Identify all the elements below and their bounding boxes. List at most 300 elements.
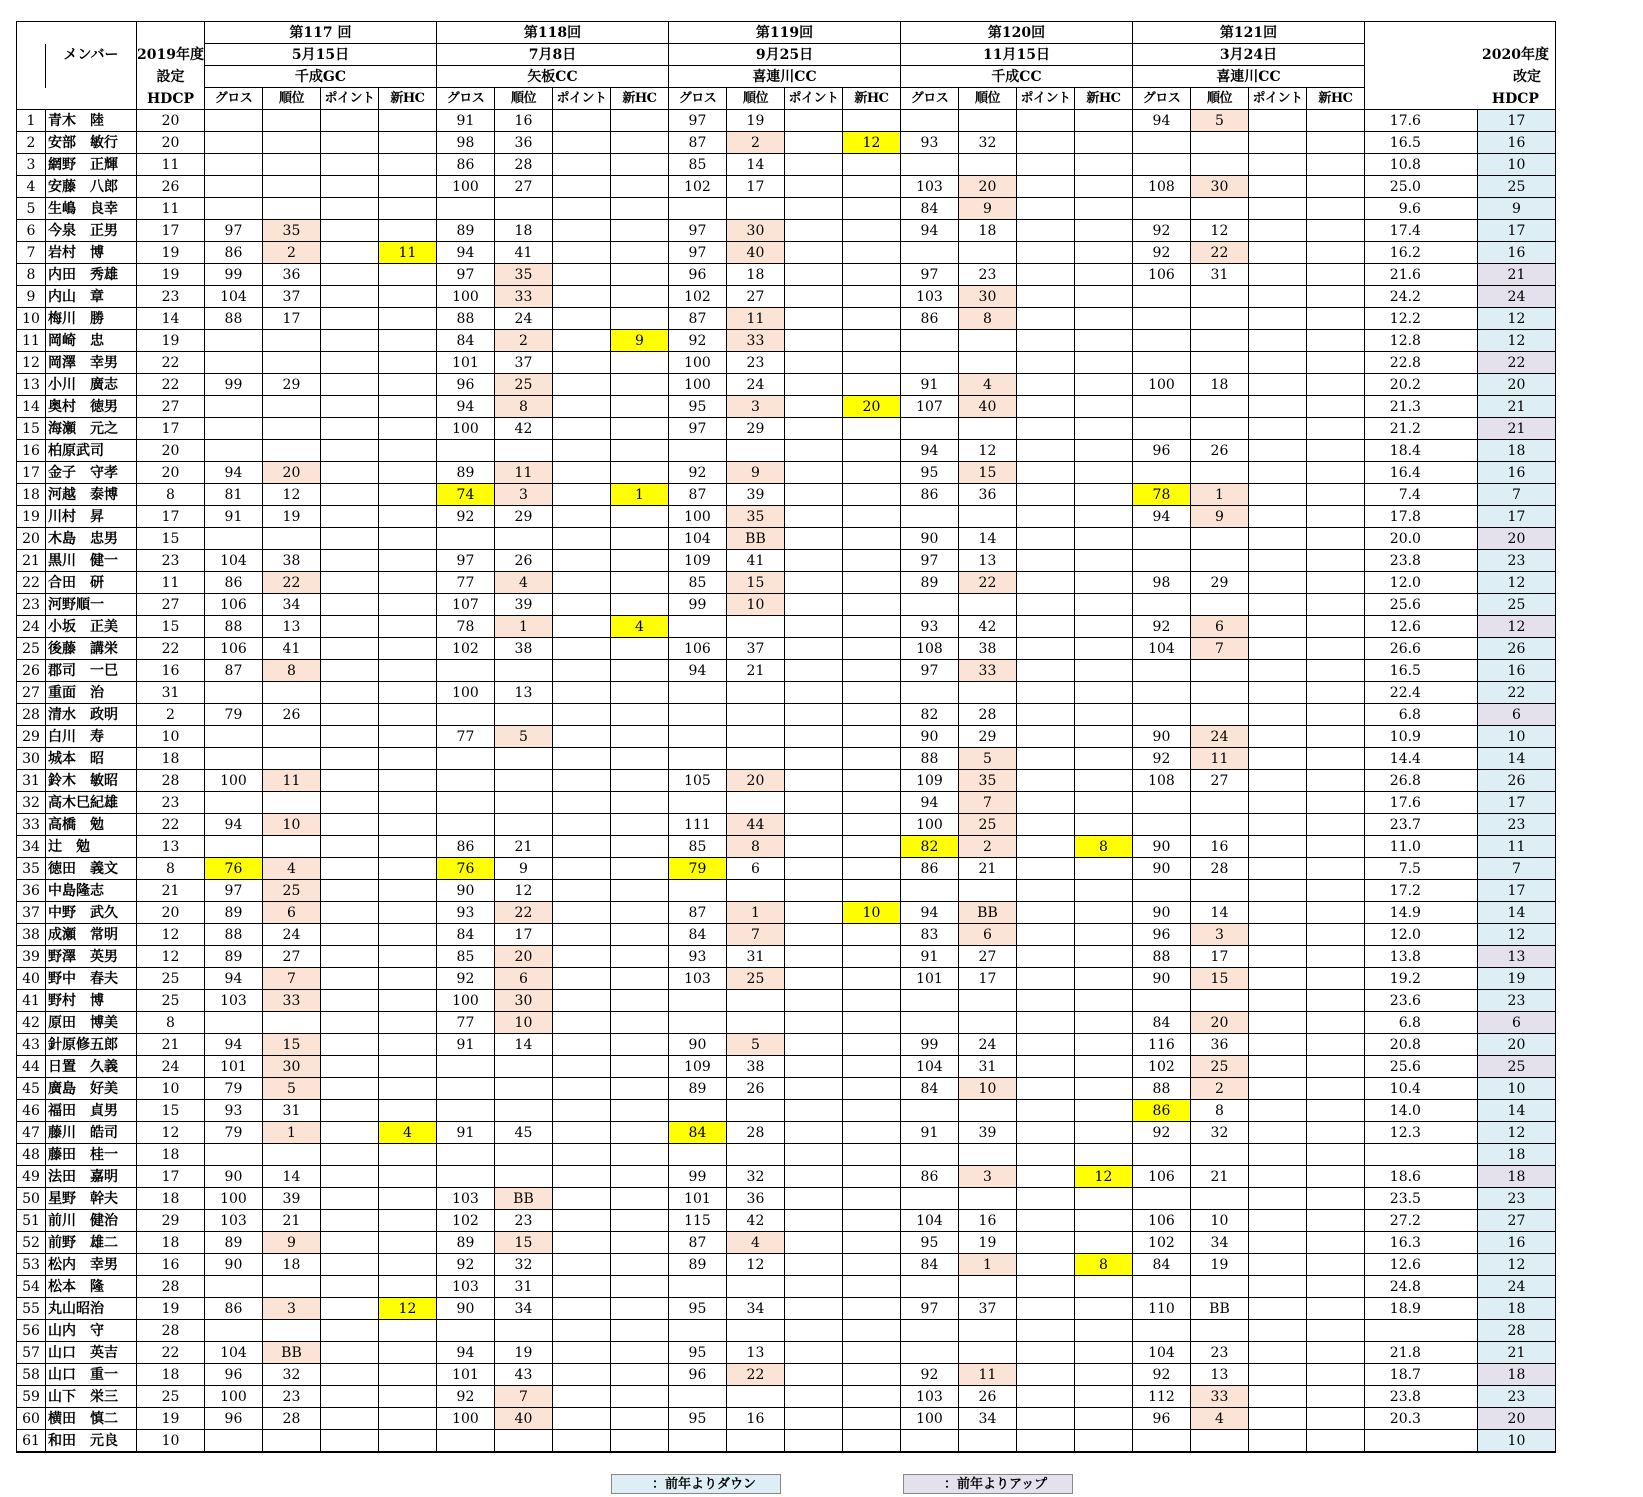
round-119-rank: 32 bbox=[726, 1166, 784, 1188]
round-117-gross: 100 bbox=[204, 1386, 262, 1408]
round-119-point bbox=[784, 1034, 842, 1056]
round-119-point bbox=[784, 616, 842, 638]
round-121-point bbox=[1248, 880, 1306, 902]
round-119-rank: 9 bbox=[726, 462, 784, 484]
round-119-gross bbox=[668, 792, 726, 814]
round-121-point bbox=[1248, 1408, 1306, 1430]
round-117-new-hc bbox=[378, 1188, 436, 1210]
round-120-gross bbox=[900, 1320, 958, 1342]
row-number: 60 bbox=[17, 1408, 46, 1430]
hdcp-2019: 25 bbox=[137, 1386, 205, 1408]
round-121-new-hc bbox=[1306, 352, 1364, 374]
round-118-point bbox=[552, 308, 610, 330]
round-121-rank: 33 bbox=[1190, 1386, 1248, 1408]
round-121-rank: 22 bbox=[1190, 242, 1248, 264]
round-117-gross bbox=[204, 330, 262, 352]
member-name: 河野順一 bbox=[46, 594, 137, 616]
round-118-new-hc: 1 bbox=[610, 484, 668, 506]
member-name: 黒川 健一 bbox=[46, 550, 137, 572]
round-120-point bbox=[1016, 880, 1074, 902]
round-120-rank: 9 bbox=[958, 198, 1016, 220]
round-118-point bbox=[552, 1320, 610, 1342]
round-118-point bbox=[552, 264, 610, 286]
round-120-rank: 5 bbox=[958, 748, 1016, 770]
hdcp-2020: 14 bbox=[1477, 902, 1555, 924]
table-row bbox=[17, 836, 1556, 858]
hdcp-2020: 16 bbox=[1477, 242, 1555, 264]
round-119-gross: 101 bbox=[668, 1188, 726, 1210]
round-118-new-hc bbox=[610, 858, 668, 880]
round-119-rank: 21 bbox=[726, 660, 784, 682]
round-119-rank bbox=[726, 748, 784, 770]
round-121-point bbox=[1248, 638, 1306, 660]
hdcp-2020: 22 bbox=[1477, 682, 1555, 704]
round-119-new-hc: 20 bbox=[842, 396, 900, 418]
round-119-point bbox=[784, 660, 842, 682]
round-119-point bbox=[784, 1078, 842, 1100]
round-121-point bbox=[1248, 902, 1306, 924]
round-119-new-hc bbox=[842, 484, 900, 506]
round-117-gross: 90 bbox=[204, 1254, 262, 1276]
round-117-point bbox=[320, 792, 378, 814]
round-117-rank: 20 bbox=[262, 462, 320, 484]
round-120-rank: 32 bbox=[958, 132, 1016, 154]
row-number: 21 bbox=[17, 550, 46, 572]
hdcp-2019: 8 bbox=[137, 858, 205, 880]
round-121-point bbox=[1248, 220, 1306, 242]
hdcp-2019: 18 bbox=[137, 1232, 205, 1254]
hdcp-2019: 17 bbox=[137, 418, 205, 440]
round-118-point bbox=[552, 1386, 610, 1408]
round-120-gross: 95 bbox=[900, 1232, 958, 1254]
round-117-rank: 26 bbox=[262, 704, 320, 726]
round-118-new-hc bbox=[610, 198, 668, 220]
member-name: 柏原武司 bbox=[46, 440, 137, 462]
member-name: 成瀬 常明 bbox=[46, 924, 137, 946]
round-117-gross bbox=[204, 176, 262, 198]
round-120-rank: 1 bbox=[958, 1254, 1016, 1276]
round-118-new-hc bbox=[610, 836, 668, 858]
round-119-rank: 2 bbox=[726, 132, 784, 154]
round-119-new-hc bbox=[842, 1254, 900, 1276]
round-119-new-hc bbox=[842, 946, 900, 968]
row-number: 17 bbox=[17, 462, 46, 484]
round-121-point bbox=[1248, 1232, 1306, 1254]
round-120-point bbox=[1016, 1386, 1074, 1408]
round-117-gross bbox=[204, 1144, 262, 1166]
round-121-point bbox=[1248, 418, 1306, 440]
round-119-gross: 93 bbox=[668, 946, 726, 968]
hdcp-2019: 17 bbox=[137, 506, 205, 528]
round-117-rank: 8 bbox=[262, 660, 320, 682]
round-119-gross bbox=[668, 880, 726, 902]
round-119-new-hc bbox=[842, 1210, 900, 1232]
round-119-point bbox=[784, 748, 842, 770]
round-121-gross: 106 bbox=[1132, 1166, 1190, 1188]
round-118-point bbox=[552, 220, 610, 242]
round-118-point bbox=[552, 1078, 610, 1100]
round-119-point bbox=[784, 1342, 842, 1364]
round-120-rank bbox=[958, 506, 1016, 528]
round-119-gross-header: グロス bbox=[668, 88, 726, 110]
round-118-rank: BB bbox=[494, 1188, 552, 1210]
round-120-point bbox=[1016, 1210, 1074, 1232]
round-121-new-hc bbox=[1306, 1386, 1364, 1408]
round-119-point bbox=[784, 440, 842, 462]
member-name: 福田 貞男 bbox=[46, 1100, 137, 1122]
round-120-point bbox=[1016, 748, 1074, 770]
member-name: 藤川 皓司 bbox=[46, 1122, 137, 1144]
round-120-rank bbox=[958, 1144, 1016, 1166]
round-121-rank: BB bbox=[1190, 1298, 1248, 1320]
round-119-gross: 100 bbox=[668, 352, 726, 374]
round-118-rank: 14 bbox=[494, 1034, 552, 1056]
round-121-point bbox=[1248, 660, 1306, 682]
round-121-gross bbox=[1132, 1430, 1190, 1453]
member-name: 岡崎 忠 bbox=[46, 330, 137, 352]
round-119-point bbox=[784, 528, 842, 550]
hdcp-2020: 14 bbox=[1477, 748, 1555, 770]
table-row bbox=[17, 418, 1556, 440]
round-117-new-hc bbox=[378, 308, 436, 330]
round-117-gross bbox=[204, 440, 262, 462]
round-121-new-hc bbox=[1306, 814, 1364, 836]
round-117-point bbox=[320, 396, 378, 418]
round-117-new-hc bbox=[378, 1034, 436, 1056]
round-119-gross: 92 bbox=[668, 330, 726, 352]
round-117-rank: 9 bbox=[262, 1232, 320, 1254]
round-121-point bbox=[1248, 836, 1306, 858]
round-120-new-hc bbox=[1074, 704, 1132, 726]
round-121-new-hc bbox=[1306, 1210, 1364, 1232]
round-121-point bbox=[1248, 1144, 1306, 1166]
round-118-new-hc bbox=[610, 946, 668, 968]
round-120-rank: 40 bbox=[958, 396, 1016, 418]
hdcp-2019: 23 bbox=[137, 792, 205, 814]
round-118-gross: 100 bbox=[436, 1408, 494, 1430]
round-118-point bbox=[552, 1056, 610, 1078]
round-117-new-hc bbox=[378, 902, 436, 924]
round-120-new-hc bbox=[1074, 1320, 1132, 1342]
round-121-new-hc bbox=[1306, 1430, 1364, 1453]
round-117-rank: 6 bbox=[262, 902, 320, 924]
round-119-point bbox=[784, 1144, 842, 1166]
round-119-new-hc bbox=[842, 726, 900, 748]
round-117-point bbox=[320, 1320, 378, 1342]
round-121-new-hc bbox=[1306, 1166, 1364, 1188]
round-120-new-hc bbox=[1074, 1430, 1132, 1453]
round-120-new-hc-header: 新HC bbox=[1074, 88, 1132, 110]
round-121-point bbox=[1248, 506, 1306, 528]
round-120-gross: 90 bbox=[900, 726, 958, 748]
round-121-gross bbox=[1132, 330, 1190, 352]
hdcp-2019: 22 bbox=[137, 1342, 205, 1364]
round-120-rank: 28 bbox=[958, 704, 1016, 726]
round-121-date: 3月24日 bbox=[1132, 44, 1364, 66]
hdcp-2020: 10 bbox=[1477, 154, 1555, 176]
round-117-new-hc bbox=[378, 462, 436, 484]
round-120-gross: 93 bbox=[900, 616, 958, 638]
round-117-gross: 104 bbox=[204, 286, 262, 308]
round-119-new-hc bbox=[842, 968, 900, 990]
row-number: 36 bbox=[17, 880, 46, 902]
member-name: 河越 泰博 bbox=[46, 484, 137, 506]
hdcp-calc: 6.8 bbox=[1364, 704, 1477, 726]
round-120-point bbox=[1016, 1232, 1074, 1254]
round-117-new-hc bbox=[378, 1430, 436, 1453]
round-120-new-hc bbox=[1074, 1100, 1132, 1122]
row-number: 29 bbox=[17, 726, 46, 748]
round-120-rank: 22 bbox=[958, 572, 1016, 594]
round-120-point bbox=[1016, 836, 1074, 858]
round-118-point bbox=[552, 902, 610, 924]
round-118-new-hc bbox=[610, 1430, 668, 1453]
round-119-point bbox=[784, 880, 842, 902]
round-120-gross: 97 bbox=[900, 1298, 958, 1320]
hdcp-2020: 20 bbox=[1477, 1408, 1555, 1430]
round-120-gross: 108 bbox=[900, 638, 958, 660]
round-117-rank: 30 bbox=[262, 1056, 320, 1078]
round-118-gross bbox=[436, 528, 494, 550]
round-120-new-hc bbox=[1074, 748, 1132, 770]
round-120-gross-header: グロス bbox=[900, 88, 958, 110]
round-121-new-hc bbox=[1306, 440, 1364, 462]
round-119-new-hc bbox=[842, 572, 900, 594]
round-121-rank-header: 順位 bbox=[1190, 88, 1248, 110]
round-120-rank: 31 bbox=[958, 1056, 1016, 1078]
round-120-rank: 21 bbox=[958, 858, 1016, 880]
round-117-rank-header: 順位 bbox=[262, 88, 320, 110]
hdcp-2019: 11 bbox=[137, 198, 205, 220]
round-119-point bbox=[784, 924, 842, 946]
round-121-point bbox=[1248, 1320, 1306, 1342]
round-118-new-hc bbox=[610, 1342, 668, 1364]
hdcp-2019: 17 bbox=[137, 1166, 205, 1188]
round-118-point bbox=[552, 880, 610, 902]
round-119-point bbox=[784, 484, 842, 506]
hdcp-calc: 26.8 bbox=[1364, 770, 1477, 792]
round-119-gross bbox=[668, 1430, 726, 1453]
round-117-rank bbox=[262, 110, 320, 132]
row-number: 6 bbox=[17, 220, 46, 242]
round-119-rank: 12 bbox=[726, 1254, 784, 1276]
round-118-new-hc bbox=[610, 550, 668, 572]
round-121-gross: 106 bbox=[1132, 264, 1190, 286]
round-121-rank: 11 bbox=[1190, 748, 1248, 770]
row-number: 16 bbox=[17, 440, 46, 462]
legend-down: ：前年よりダウン bbox=[611, 1474, 781, 1494]
round-118-point bbox=[552, 1210, 610, 1232]
round-117-new-hc bbox=[378, 1254, 436, 1276]
member-name: 高橋 勉 bbox=[46, 814, 137, 836]
round-117-rank bbox=[262, 836, 320, 858]
round-121-rank: 19 bbox=[1190, 1254, 1248, 1276]
round-120-point bbox=[1016, 264, 1074, 286]
round-121-rank: 28 bbox=[1190, 858, 1248, 880]
round-120-new-hc bbox=[1074, 902, 1132, 924]
round-118-new-hc bbox=[610, 748, 668, 770]
round-119-point bbox=[784, 1100, 842, 1122]
table-row bbox=[17, 1276, 1556, 1298]
hdcp-calc: 12.0 bbox=[1364, 924, 1477, 946]
round-118-rank: 1 bbox=[494, 616, 552, 638]
round-119-new-hc bbox=[842, 748, 900, 770]
round-118-gross: 97 bbox=[436, 264, 494, 286]
round-117-rank bbox=[262, 1144, 320, 1166]
hdcp-calc: 17.6 bbox=[1364, 792, 1477, 814]
round-120-rank: 12 bbox=[958, 440, 1016, 462]
round-121-gross: 96 bbox=[1132, 924, 1190, 946]
hdcp-2020: 25 bbox=[1477, 176, 1555, 198]
round-119-gross: 85 bbox=[668, 836, 726, 858]
round-119-rank bbox=[726, 1144, 784, 1166]
round-120-rank: 38 bbox=[958, 638, 1016, 660]
row-number: 41 bbox=[17, 990, 46, 1012]
round-120-new-hc bbox=[1074, 308, 1132, 330]
round-120-rank: 24 bbox=[958, 1034, 1016, 1056]
round-120-point bbox=[1016, 418, 1074, 440]
round-117-new-hc bbox=[378, 528, 436, 550]
hdcp-calc: 21.6 bbox=[1364, 264, 1477, 286]
round-121-rank: 17 bbox=[1190, 946, 1248, 968]
round-117-rank bbox=[262, 396, 320, 418]
round-117-new-hc bbox=[378, 792, 436, 814]
round-121-new-hc bbox=[1306, 110, 1364, 132]
round-119-new-hc bbox=[842, 154, 900, 176]
round-117-new-hc bbox=[378, 352, 436, 374]
round-120-point bbox=[1016, 1320, 1074, 1342]
round-119-rank: 7 bbox=[726, 924, 784, 946]
round-121-gross bbox=[1132, 814, 1190, 836]
round-119-new-hc: 12 bbox=[842, 132, 900, 154]
round-119-gross: 102 bbox=[668, 286, 726, 308]
hdcp-calc: 18.7 bbox=[1364, 1364, 1477, 1386]
hdcp-calc: 14.4 bbox=[1364, 748, 1477, 770]
member-name: 梅川 勝 bbox=[46, 308, 137, 330]
round-121-new-hc bbox=[1306, 1012, 1364, 1034]
round-121-point bbox=[1248, 462, 1306, 484]
member-name: 前川 健治 bbox=[46, 1210, 137, 1232]
round-118-rank bbox=[494, 440, 552, 462]
round-117-gross bbox=[204, 792, 262, 814]
round-121-rank bbox=[1190, 814, 1248, 836]
round-120-rank bbox=[958, 1276, 1016, 1298]
hdcp-2020: 18 bbox=[1477, 1166, 1555, 1188]
round-118-rank: 32 bbox=[494, 1254, 552, 1276]
blank-corner-4 bbox=[17, 88, 46, 110]
round-121-gross bbox=[1132, 132, 1190, 154]
round-120-rank: 19 bbox=[958, 1232, 1016, 1254]
member-name: 重面 治 bbox=[46, 682, 137, 704]
round-117-gross: 90 bbox=[204, 1166, 262, 1188]
hdcp-2019: 2 bbox=[137, 704, 205, 726]
round-118-new-hc bbox=[610, 1298, 668, 1320]
round-119-gross bbox=[668, 704, 726, 726]
round-118-gross: 103 bbox=[436, 1188, 494, 1210]
round-119-new-hc bbox=[842, 1122, 900, 1144]
round-117-point bbox=[320, 836, 378, 858]
table-body bbox=[17, 22, 1556, 1453]
round-118-gross: 89 bbox=[436, 1232, 494, 1254]
round-121-gross bbox=[1132, 418, 1190, 440]
round-119-point bbox=[784, 572, 842, 594]
round-121-new-hc bbox=[1306, 1144, 1364, 1166]
round-120-rank: 10 bbox=[958, 1078, 1016, 1100]
hdcp-calc: 7.5 bbox=[1364, 858, 1477, 880]
round-120-point bbox=[1016, 1034, 1074, 1056]
member-name: 野村 博 bbox=[46, 990, 137, 1012]
table-row bbox=[17, 770, 1556, 792]
member-name: 網野 正輝 bbox=[46, 154, 137, 176]
round-121-new-hc bbox=[1306, 638, 1364, 660]
round-117-gross: 96 bbox=[204, 1364, 262, 1386]
round-121-new-hc bbox=[1306, 836, 1364, 858]
round-120-gross: 89 bbox=[900, 572, 958, 594]
round-118-new-hc bbox=[610, 1056, 668, 1078]
round-121-gross: 104 bbox=[1132, 638, 1190, 660]
member-name: 丸山昭治 bbox=[46, 1298, 137, 1320]
round-120-new-hc bbox=[1074, 990, 1132, 1012]
round-120-new-hc bbox=[1074, 484, 1132, 506]
round-119-point bbox=[784, 836, 842, 858]
hdcp-2019: 16 bbox=[137, 1254, 205, 1276]
member-name: 岩村 博 bbox=[46, 242, 137, 264]
table-row bbox=[17, 1342, 1556, 1364]
round-118-point bbox=[552, 286, 610, 308]
round-121-rank bbox=[1190, 1144, 1248, 1166]
hdcp-calc: 24.2 bbox=[1364, 286, 1477, 308]
round-120-new-hc bbox=[1074, 616, 1132, 638]
round-120-gross: 103 bbox=[900, 176, 958, 198]
round-120-point bbox=[1016, 1430, 1074, 1453]
round-121-title: 第121回 bbox=[1132, 22, 1364, 44]
round-119-new-hc bbox=[842, 1386, 900, 1408]
member-name: 日置 久義 bbox=[46, 1056, 137, 1078]
round-118-gross bbox=[436, 770, 494, 792]
round-119-gross: 103 bbox=[668, 968, 726, 990]
round-119-point bbox=[784, 968, 842, 990]
round-117-point bbox=[320, 1056, 378, 1078]
table-row bbox=[17, 682, 1556, 704]
hdcp-calc: 16.3 bbox=[1364, 1232, 1477, 1254]
round-121-point bbox=[1248, 550, 1306, 572]
round-119-point bbox=[784, 110, 842, 132]
round-119-title: 第119回 bbox=[668, 22, 900, 44]
round-117-new-hc bbox=[378, 990, 436, 1012]
hdcp-calc: 13.8 bbox=[1364, 946, 1477, 968]
member-name: 城本 昭 bbox=[46, 748, 137, 770]
round-119-new-hc bbox=[842, 1232, 900, 1254]
round-120-gross bbox=[900, 1100, 958, 1122]
round-118-new-hc bbox=[610, 968, 668, 990]
round-117-rank: 36 bbox=[262, 264, 320, 286]
round-117-rank: 15 bbox=[262, 1034, 320, 1056]
row-number: 61 bbox=[17, 1430, 46, 1453]
round-118-rank: 31 bbox=[494, 1276, 552, 1298]
round-117-gross: 87 bbox=[204, 660, 262, 682]
round-118-point bbox=[552, 660, 610, 682]
round-117-point bbox=[320, 220, 378, 242]
round-118-gross bbox=[436, 1166, 494, 1188]
round-121-new-hc bbox=[1306, 1342, 1364, 1364]
round-121-point bbox=[1248, 1012, 1306, 1034]
round-117-point bbox=[320, 682, 378, 704]
table-row bbox=[17, 374, 1556, 396]
round-121-new-hc bbox=[1306, 946, 1364, 968]
round-120-rank: 6 bbox=[958, 924, 1016, 946]
round-120-new-hc bbox=[1074, 330, 1132, 352]
round-117-new-hc bbox=[378, 880, 436, 902]
